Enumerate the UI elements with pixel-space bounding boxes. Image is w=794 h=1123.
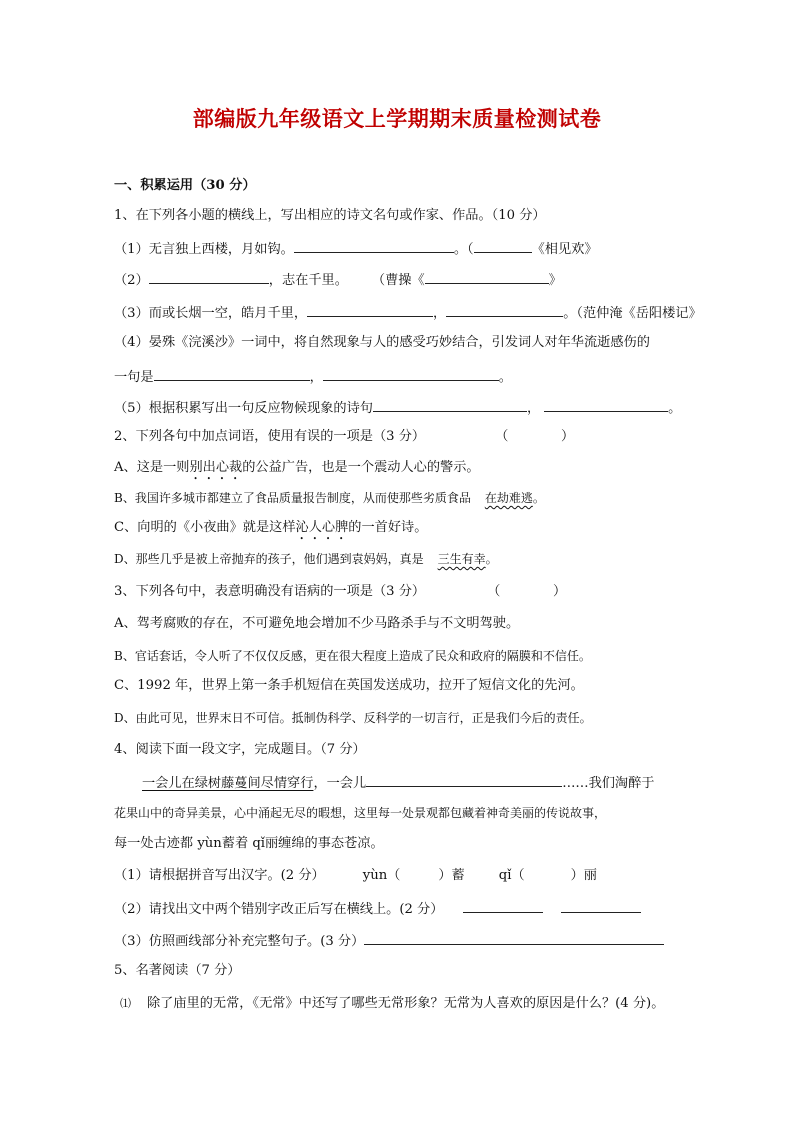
answer-blank[interactable]	[373, 397, 527, 412]
q1-item-2: （2） ，志在千里。 （曹操《 》	[114, 269, 562, 290]
q3-stem: 3、下列各句中，表意明确没有语病的一项是（3 分） （ ）	[114, 584, 567, 599]
answer-blank[interactable]	[544, 397, 668, 412]
answer-paren[interactable]: （ ）	[495, 429, 575, 444]
answer-blank[interactable]	[463, 898, 543, 913]
dotted-word: 沁人心脾	[295, 520, 349, 535]
page-title: 部编版九年级语文上学期期末质量检测试卷	[192, 106, 602, 131]
q2-option-a: A、这是一则别出心裁的公益广告，也是一个震动人心的警示。	[114, 460, 480, 475]
q2-stem: 2、下列各句中加点词语，使用有误的一项是（3 分） （ ）	[114, 429, 575, 444]
answer-blank[interactable]	[307, 302, 433, 317]
answer-blank[interactable]	[446, 302, 563, 317]
q4-sub-3: （3）仿照画线部分补充完整句子。(3 分）	[114, 930, 664, 951]
answer-blank[interactable]	[561, 898, 641, 913]
q5-sub-1: ⑴ 除了庙里的无常，《无常》中还写了哪些无常形象？无常为人喜欢的原因是什么？(4 分)。	[120, 996, 665, 1011]
q2-option-b: B、我国许多城市都建立了食品质量报告制度，从而使那些劣质食品 在劫难逃。	[114, 491, 545, 505]
q4-passage-line-3: 每一处古迹都 yùn蓄着 qǐ丽缠绵的事态苍凉。	[114, 836, 384, 851]
marked-word: 在劫难逃	[484, 491, 533, 505]
q3-option-a: A、驾考腐败的存在，不可避免地会增加不少马路杀手与不文明驾驶。	[114, 616, 520, 631]
q4-sub-2: （2）请找出文中两个错别字改正后写在横线上。(2 分）	[114, 898, 641, 919]
q1-item-4-cont: 一句是 ， 。	[114, 366, 512, 387]
answer-blank[interactable]	[364, 930, 664, 945]
marked-word: 三生有幸	[437, 552, 486, 566]
q1-item-1: （1）无言独上西楼，月如钩。 。（ 《相见欢》	[114, 238, 598, 259]
dotted-word: 别出心裁	[189, 460, 243, 475]
answer-blank[interactable]	[294, 238, 454, 253]
q4-sub-1: （1）请根据拼音写出汉字。(2 分） yùn（ ）蓄 qǐ（ ）丽	[114, 868, 597, 883]
q2-option-d: D、那些几乎是被上帝抛弃的孩子，他们遇到袁妈妈，真是 三生有幸。	[114, 552, 498, 566]
answer-blank[interactable]	[366, 772, 562, 787]
q4-passage-line-2: 花果山中的奇异美景，心中涌起无尽的暇想，这里每一处景观都包藏着神奇美丽的传说故事，	[114, 806, 607, 820]
section-heading: 一、积累运用（30 分）	[114, 178, 256, 193]
answer-paren[interactable]: （ ）	[487, 584, 567, 599]
answer-blank[interactable]	[474, 238, 532, 253]
answer-blank[interactable]	[149, 269, 269, 284]
q1-item-3: （3）而或长烟一空，皓月千里， ， 。（范仲淹《岳阳楼记》	[114, 302, 702, 323]
q3-option-c: C、1992 年，世界上第一条手机短信在英国发送成功，拉开了短信文化的先河。	[114, 678, 584, 693]
underlined-phrase: 一会儿在绿树藤蔓间尽情穿行	[142, 776, 314, 791]
q2-option-c: C、向明的《小夜曲》就是这样沁人心脾的一首好诗。	[114, 520, 428, 535]
answer-blank[interactable]	[323, 366, 499, 381]
q1-item-4: （4）晏殊《浣溪沙》一词中，将自然现象与人的感受巧妙结合，引发词人对年华流逝感伤的	[114, 335, 650, 350]
q1-stem: 1、在下列各小题的横线上，写出相应的诗文名句或作家、作品。（10 分）	[114, 208, 546, 223]
q4-stem: 4、阅读下面一段文字，完成题目。（7 分）	[114, 742, 366, 757]
q3-option-b: B、官话套话，令人听了不仅仅反感，更在很大程度上造成了民众和政府的隔膜和不信任。	[114, 649, 591, 663]
q3-option-d: D、由此可见，世界末日不可信。抵制伪科学、反科学的一切言行，正是我们今后的责任。	[114, 711, 592, 725]
answer-blank[interactable]	[154, 366, 310, 381]
q5-stem: 5、名著阅读（7 分）	[114, 963, 241, 978]
q4-passage-line-1: 一会儿在绿树藤蔓间尽情穿行，一会儿 ……我们淘醉于	[142, 772, 655, 793]
q1-item-5: （5）根据积累写出一句反应物候现象的诗句 ， 。	[114, 397, 681, 418]
answer-blank[interactable]	[425, 269, 549, 284]
